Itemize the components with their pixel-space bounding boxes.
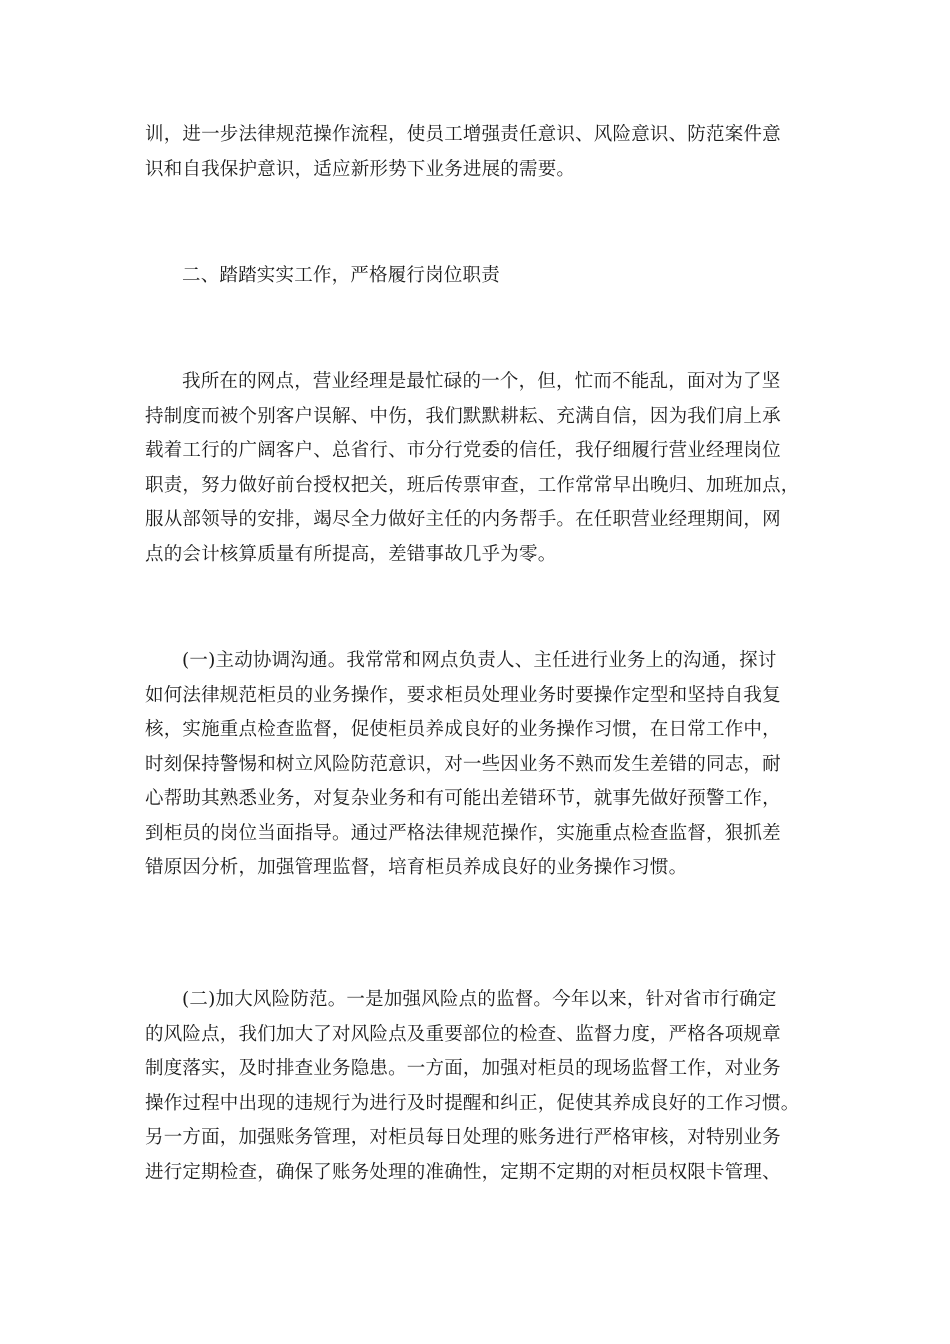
text-line: 错原因分析，加强管理监督，培育柜员养成良好的业务操作习惯。 bbox=[145, 857, 688, 878]
text-line: 如何法律规范柜员的业务操作，要求柜员处理业务时要操作定型和坚持自我复 bbox=[145, 684, 781, 706]
text-line: 到柜员的岗位当面指导。通过严格法律规范操作，实施重点检查监督，狠抓差 bbox=[145, 822, 781, 844]
text-line: 时刻保持警惕和树立风险防范意识，对一些因业务不熟而发生差错的同志，耐 bbox=[145, 753, 781, 775]
text-line: 的风险点，我们加大了对风险点及重要部位的检查、监督力度，严格各项规章 bbox=[145, 1023, 781, 1045]
text-line: 职责，努力做好前台授权把关，班后传票审查，工作常常早出晚归、加班加点， bbox=[145, 474, 800, 496]
text-line: 心帮助其熟悉业务，对复杂业务和有可能出差错环节，就事先做好预警工作， bbox=[145, 788, 781, 809]
paragraph-coordination bbox=[145, 644, 810, 886]
text-line: 服从部领导的安排，竭尽全力做好主任的内务帮手。在任职营业经理期间，网 bbox=[145, 509, 781, 530]
text-line: 训，进一步法律规范操作流程，使员工增强责任意识、风险意识、防范案件意 bbox=[145, 124, 781, 145]
text-line: 识和自我保护意识，适应新形势下业务进展的需要。 bbox=[145, 158, 576, 180]
text-line: 另一方面，加强账务管理，对柜员每日处理的账务进行严格审核，对特别业务 bbox=[145, 1127, 781, 1148]
text-line: (一)主动协调沟通。我常常和网点负责人、主任进行业务上的沟通，探讨 bbox=[182, 650, 777, 671]
heading-text: 二、踏踏实实工作，严格履行岗位职责 bbox=[182, 265, 500, 286]
text-line: 载着工行的广阔客户、总省行、市分行党委的信任，我仔细履行营业经理岗位 bbox=[145, 440, 781, 461]
text-line: 持制度而被个别客户误解、中伤，我们默默耕耘、充满自信，因为我们肩上承 bbox=[145, 405, 781, 427]
paragraph-risk-prevention bbox=[145, 983, 810, 1190]
paragraph-training bbox=[145, 118, 810, 187]
text-line: (二)加大风险防范。一是加强风险点的监督。今年以来，针对省市行确定 bbox=[182, 989, 777, 1010]
text-line: 操作过程中出现的违规行为进行及时提醒和纠正，促使其养成良好的工作习惯。 bbox=[145, 1092, 800, 1114]
text-line: 制度落实，及时排查业务隐患。一方面，加强对柜员的现场监督工作，对业务 bbox=[145, 1058, 781, 1079]
section-heading-duties bbox=[145, 259, 810, 294]
text-line: 核，实施重点检查监督，促使柜员养成良好的业务操作习惯，在日常工作中， bbox=[145, 719, 781, 740]
paragraph-manager-role bbox=[145, 365, 810, 572]
text-line: 点的会计核算质量有所提高，差错事故几乎为零。 bbox=[145, 543, 557, 565]
text-line: 进行定期检查，确保了账务处理的准确性，定期不定期的对柜员权限卡管理、 bbox=[145, 1161, 781, 1183]
text-line: 我所在的网点，营业经理是最忙碌的一个，但，忙而不能乱，面对为了坚 bbox=[182, 371, 781, 392]
